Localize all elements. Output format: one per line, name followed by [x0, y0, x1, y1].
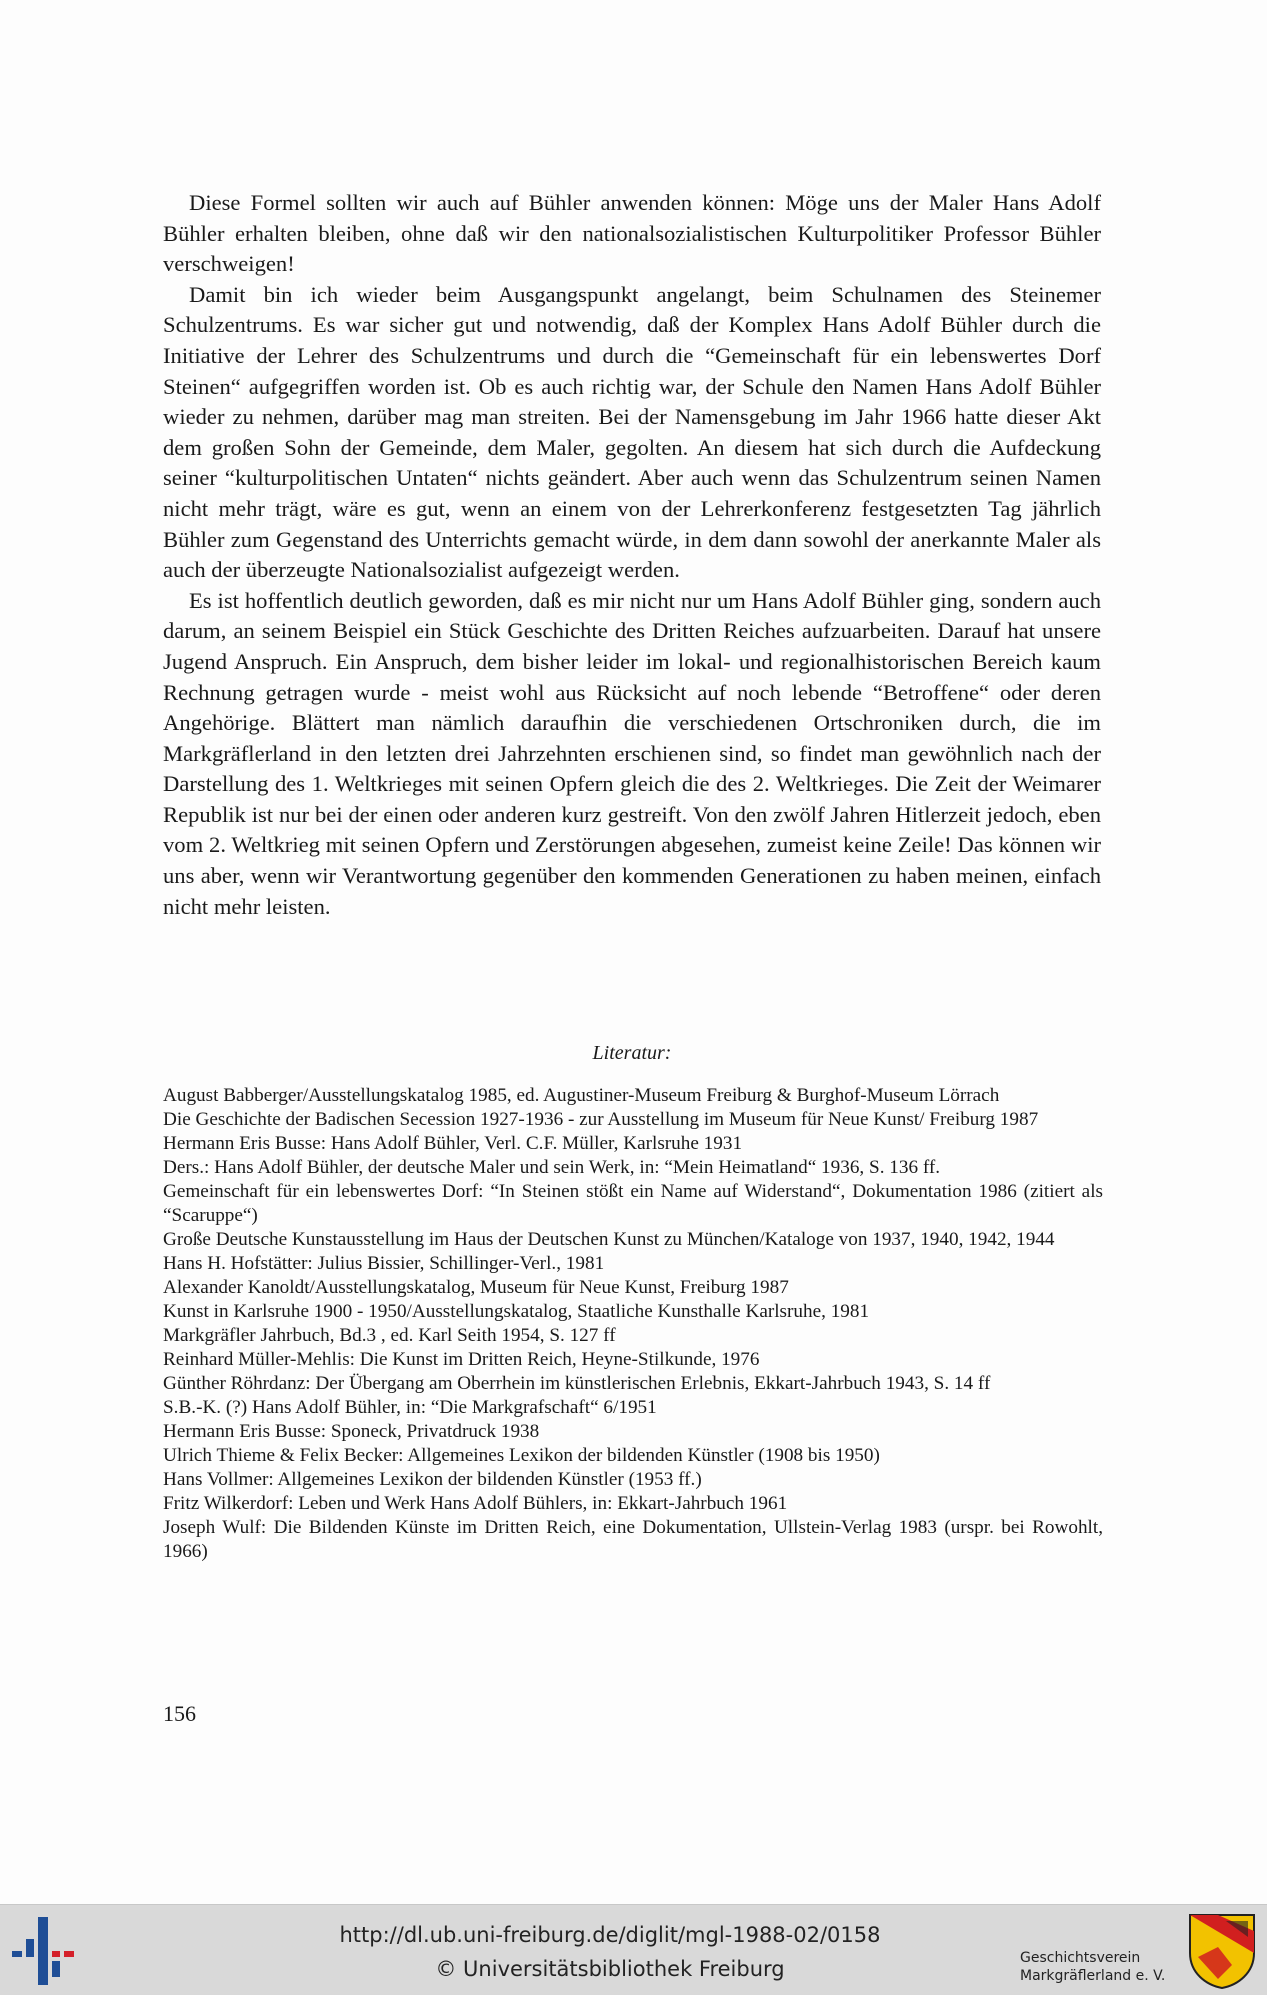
body-text [163, 188, 1101, 922]
reference-item: Hans H. Hofstätter: Julius Bissier, Schillinger-Verl., 1981 [163, 1253, 605, 1274]
reference-list [163, 1084, 1103, 1564]
paragraph: Diese Formel sollten wir auch auf Bühler anwenden können: Möge uns der Maler Hans Adolf Bühler erhalten bleiben, ohne daß wir den nationalsozialistischen Kulturpolitiker Professor Bühler verschweigen! [163, 190, 1101, 277]
reference-item: Reinhard Müller-Mehlis: Die Kunst im Dritten Reich, Heyne-Stilkunde, 1976 [163, 1349, 760, 1370]
reference-item: Günther Röhrdanz: Der Übergang am Oberrhein im künstlerischen Erlebnis, Ekkart-Jahrbuch 1943, S. 14 ff [163, 1373, 991, 1394]
reference-item: Ders.: Hans Adolf Bühler, der deutsche Maler und sein Werk, in: “Mein Heimatland“ 1936, S. 136 ff. [163, 1157, 941, 1178]
ub-freiburg-logo-icon[interactable] [12, 1913, 82, 1989]
reference-item: Kunst in Karlsruhe 1900 - 1950/Ausstellungskatalog, Staatliche Kunsthalle Karlsruhe, 1981 [163, 1301, 870, 1322]
reference-item: Die Geschichte der Badischen Secession 1927-1936 - zur Ausstellung im Museum für Neue Kunst/ Freiburg 1987 [163, 1109, 1039, 1130]
reference-item: Joseph Wulf: Die Bildenden Künste im Dritten Reich, eine Dokumentation, Ullstein-Verlag 1983 (urspr. bei Rowohlt, 1966) [163, 1517, 1103, 1562]
copyright-text: © Universitätsbibliothek Freiburg [435, 1957, 785, 1981]
viewer-footer [0, 1904, 1267, 1995]
reference-item: Hermann Eris Busse: Sponeck, Privatdruck 1938 [163, 1421, 540, 1442]
society-name-line: Markgräflerland e. V. [1020, 1968, 1166, 1984]
page-number: 156 [163, 1701, 196, 1726]
reference-item: Fritz Wilkerdorf: Leben und Werk Hans Adolf Bühlers, in: Ekkart-Jahrbuch 1961 [163, 1493, 788, 1514]
reference-item: Ulrich Thieme & Felix Becker: Allgemeines Lexikon der bildenden Künstler (1908 bis 1950) [163, 1445, 880, 1466]
coat-of-arms-icon [1188, 1913, 1256, 1989]
reference-item: Alexander Kanoldt/Ausstellungskatalog, Museum für Neue Kunst, Freiburg 1987 [163, 1277, 789, 1298]
society-name-line: Geschichtsverein [1020, 1950, 1141, 1966]
paragraph: Es ist hoffentlich deutlich geworden, daß es mir nicht nur um Hans Adolf Bühler ging, sondern auch darum, an seinem Beispiel ein Stück Geschichte des Dritten Reiches aufzuarbeiten. Darauf hat unsere Jugend Anspruch. Ein Anspruch, dem bisher leider im lokal- und regionalhistorischen Bereich kaum Rechnung getragen wurde - meist wohl aus Rücksicht auf noch lebende “Betroffene“ oder deren Angehörige. Blättert man nämlich daraufhin die verschiedenen Ortschroniken durch, die im Markgräflerland in den letzten drei Jahrzehnten erschienen sind, so findet man gewöhnlich nach der Darstellung des 1. Weltkrieges mit seinen Opfern gleich die des 2. Weltkrieges. Die Zeit der Weimarer Republik ist nur bei der einen oder anderen kurz gestreift. Von den zwölf Jahren Hitlerzeit jedoch, eben vom 2. Weltkrieg mit seinen Opfern und Zerstörungen abgesehen, zumeist keine Zeile! Das können wir uns aber, wenn wir Verantwortung gegenüber den kommenden Generationen zu haben meinen, einfach nicht mehr leisten. [163, 587, 1101, 919]
reference-item: Große Deutsche Kunstausstellung im Haus der Deutschen Kunst zu München/Kataloge von 1937, 1940, 1942, 1944 [163, 1229, 1055, 1250]
reference-item: August Babberger/Ausstellungskatalog 1985, ed. Augustiner-Museum Freiburg & Burghof-Museum Lörrach [163, 1085, 1000, 1106]
society-name [1020, 1949, 1190, 1985]
reference-item: Hans Vollmer: Allgemeines Lexikon der bildenden Künstler (1953 ff.) [163, 1469, 702, 1490]
literature-heading: Literatur: [592, 1042, 672, 1064]
reference-item: Markgräfler Jahrbuch, Bd.3 , ed. Karl Seith 1954, S. 127 ff [163, 1325, 616, 1346]
reference-item: S.B.-K. (?) Hans Adolf Bühler, in: “Die Markgrafschaft“ 6/1951 [163, 1397, 657, 1418]
reference-item: Hermann Eris Busse: Hans Adolf Bühler, Verl. C.F. Müller, Karlsruhe 1931 [163, 1133, 743, 1154]
paragraph: Damit bin ich wieder beim Ausgangspunkt angelangt, beim Schulnamen des Steinemer Schulzentrums. Es war sicher gut und notwendig, daß der Komplex Hans Adolf Bühler durch die Initiative der Lehrer des Schulzentrums und durch die “Gemeinschaft für ein lebenswertes Dorf Steinen“ aufgegriffen worden ist. Ob es auch richtig war, der Schule den Namen Hans Adolf Bühler wieder zu nehmen, darüber mag man streiten. Bei der Namensgebung im Jahr 1966 hatte dieser Akt dem großen Sohn der Gemeinde, dem Maler, gegolten. An diesem hat sich durch die Aufdeckung seiner “kulturpolitischen Untaten“ nichts geändert. Aber auch wenn das Schulzentrum seinen Namen nicht mehr trägt, wäre es gut, wenn an einem von der Lehrerkonferenz festgesetzten Tag jährlich Bühler zum Gegenstand des Unterrichts gemacht würde, in dem dann sowohl der anerkannte Maler als auch der überzeugte Nationalsozialist aufgezeigt werden. [163, 281, 1101, 583]
reference-item: Gemeinschaft für ein lebenswertes Dorf: “In Steinen stößt ein Name auf Widerstand“, Dokumentation 1986 (zitiert als “Scaruppe“) [163, 1181, 1103, 1226]
document-url-link[interactable]: http://dl.ub.uni-freiburg.de/diglit/mgl-1988-02/0158 [339, 1923, 881, 1947]
